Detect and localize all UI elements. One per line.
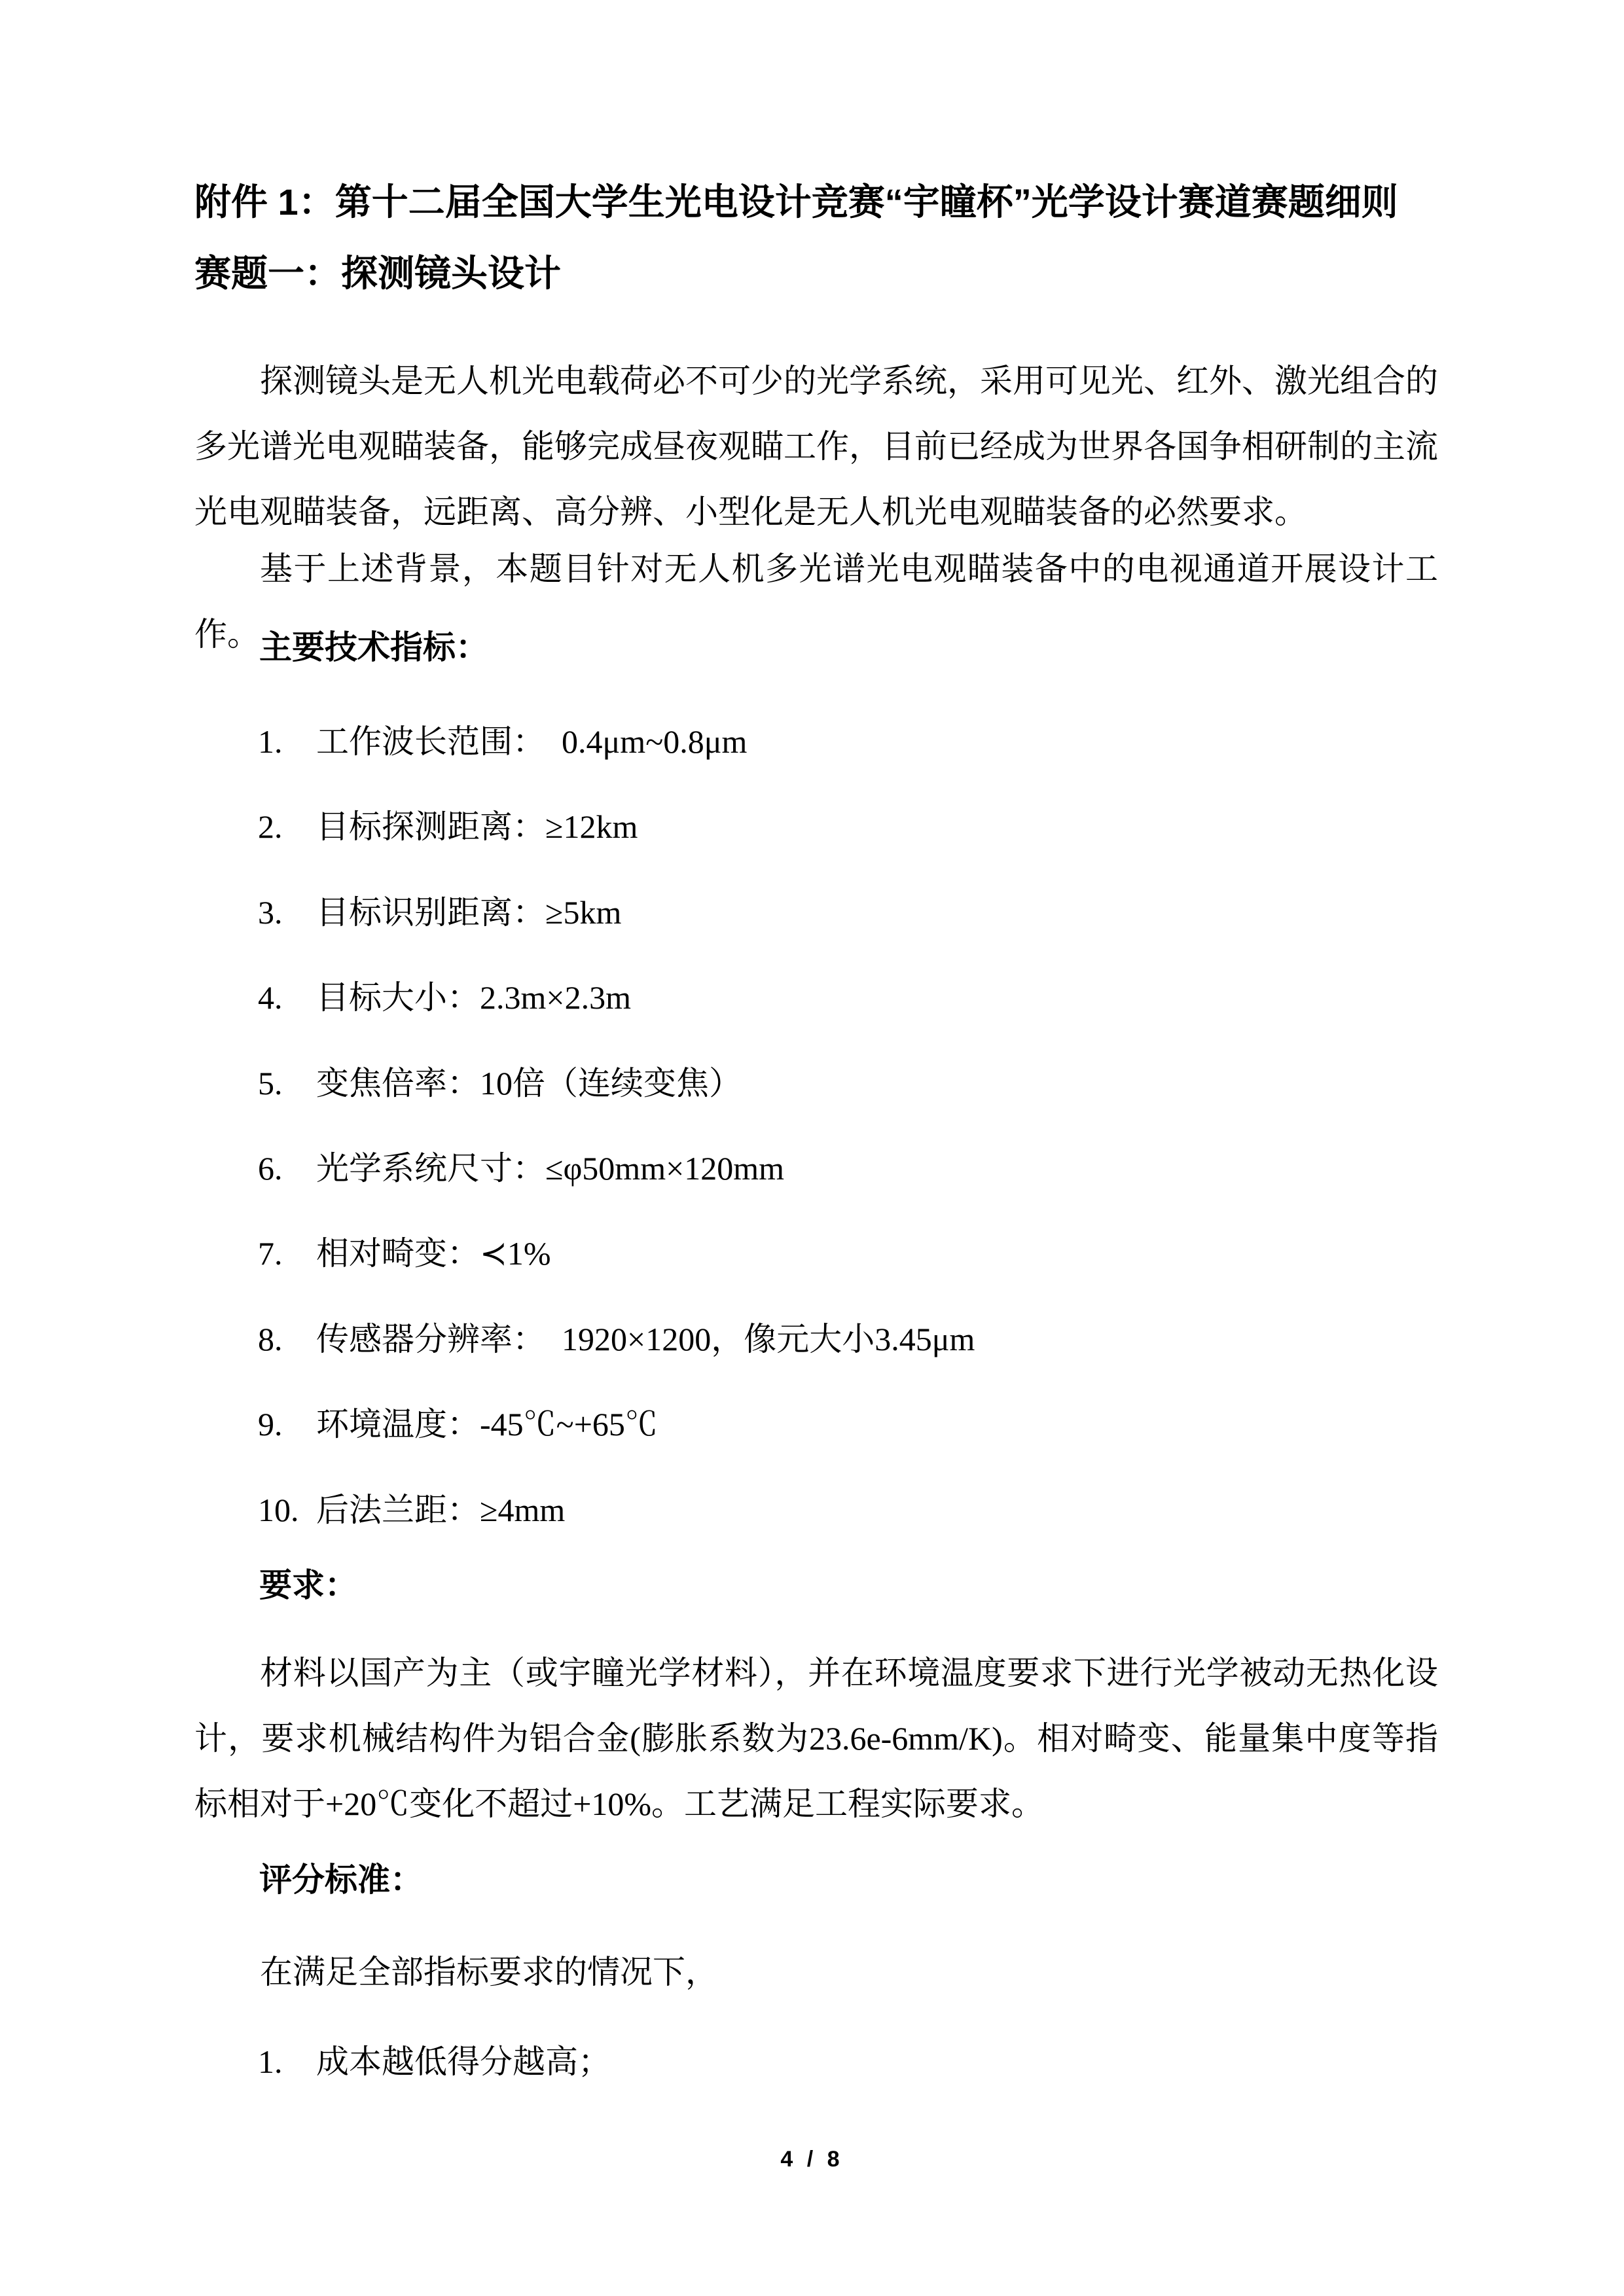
scoring-item-number: 1. (258, 2043, 283, 2080)
spec-item-text: 变焦倍率：10倍（连续变焦） (316, 1065, 742, 1102)
spec-item-6 (258, 1136, 784, 1201)
intro-paragraph-1: 探测镜头是无人机光电载荷必不可少的光学系统，采用可见光、红外、激光组合的多光谱光电观瞄装备，能够完成昼夜观瞄工作，目前已经成为世界各国争相研制的主流光电观瞄装备，远距离、高分辨、小型化是无人机光电观瞄装备的必然要求。 (194, 363, 1438, 530)
spec-item-2 (258, 794, 638, 859)
scoring-heading: 评分标准： (259, 1861, 423, 1898)
spec-item-8 (258, 1306, 975, 1372)
spec-item-number: 6. (258, 1150, 283, 1187)
spec-item-7 (258, 1221, 551, 1286)
scoring-item-1 (258, 2029, 611, 2094)
spec-item-4 (258, 965, 631, 1030)
spec-item-10 (258, 1477, 565, 1543)
spec-item-text: 工作波长范围： 0.4μm~0.8μm (316, 723, 748, 760)
spec-item-number: 4. (258, 979, 283, 1016)
specs-heading: 主要技术指标： (259, 629, 488, 666)
topic-title: 赛题一：探测镜头设计 (194, 253, 561, 294)
spec-item-text: 光学系统尺寸：≤φ50mm×120mm (316, 1150, 785, 1187)
spec-item-9 (258, 1391, 658, 1457)
intro-paragraph-2: 基于上述背景，本题目针对无人机多光谱光电观瞄装备中的电视通道开展设计工作。 (194, 550, 1438, 653)
spec-item-number: 1. (258, 723, 283, 760)
scoring-intro: 在满足全部指标要求的情况下， (260, 1954, 718, 1990)
spec-item-text: 后法兰距：≥4mm (316, 1492, 566, 1528)
spec-item-number: 8. (258, 1321, 283, 1357)
spec-item-text: 相对畸变：≺1% (316, 1235, 551, 1272)
spec-item-1 (258, 709, 747, 774)
spec-item-number: 5. (258, 1065, 283, 1102)
requirements-paragraph: 材料以国产为主（或宇瞳光学材料），并在环境温度要求下进行光学被动无热化设计，要求机械结构件为铝合金(膨胀系数为23.6e-6mm/K)。相对畸变、能量集中度等指标相对于+20℃变化不超过+10%。工艺满足工程实际要求。 (194, 1655, 1438, 1822)
spec-item-text: 目标探测距离：≥12km (316, 808, 638, 845)
attachment-title: 附件 1：第十二届全国大学生光电设计竞赛“宇瞳杯”光学设计赛道赛题细则 (194, 181, 1398, 223)
spec-item-text: 环境温度：-45℃~+65℃ (316, 1406, 658, 1443)
spec-item-3 (258, 880, 621, 945)
spec-item-5 (258, 1050, 742, 1116)
spec-item-text: 目标识别距离：≥5km (316, 894, 622, 931)
spec-item-number: 10. (258, 1492, 299, 1528)
spec-item-text: 传感器分辨率： 1920×1200，像元大小3.45μm (316, 1321, 975, 1357)
spec-item-number: 2. (258, 808, 283, 845)
requirements-heading: 要求： (259, 1567, 357, 1604)
spec-item-number: 3. (258, 894, 283, 931)
spec-item-text: 目标大小：2.3m×2.3m (316, 979, 631, 1016)
spec-item-number: 9. (258, 1406, 283, 1443)
page-number-footer: 4 / 8 (780, 2147, 844, 2172)
spec-item-number: 7. (258, 1235, 283, 1272)
scoring-item-text: 成本越低得分越高； (316, 2043, 611, 2080)
